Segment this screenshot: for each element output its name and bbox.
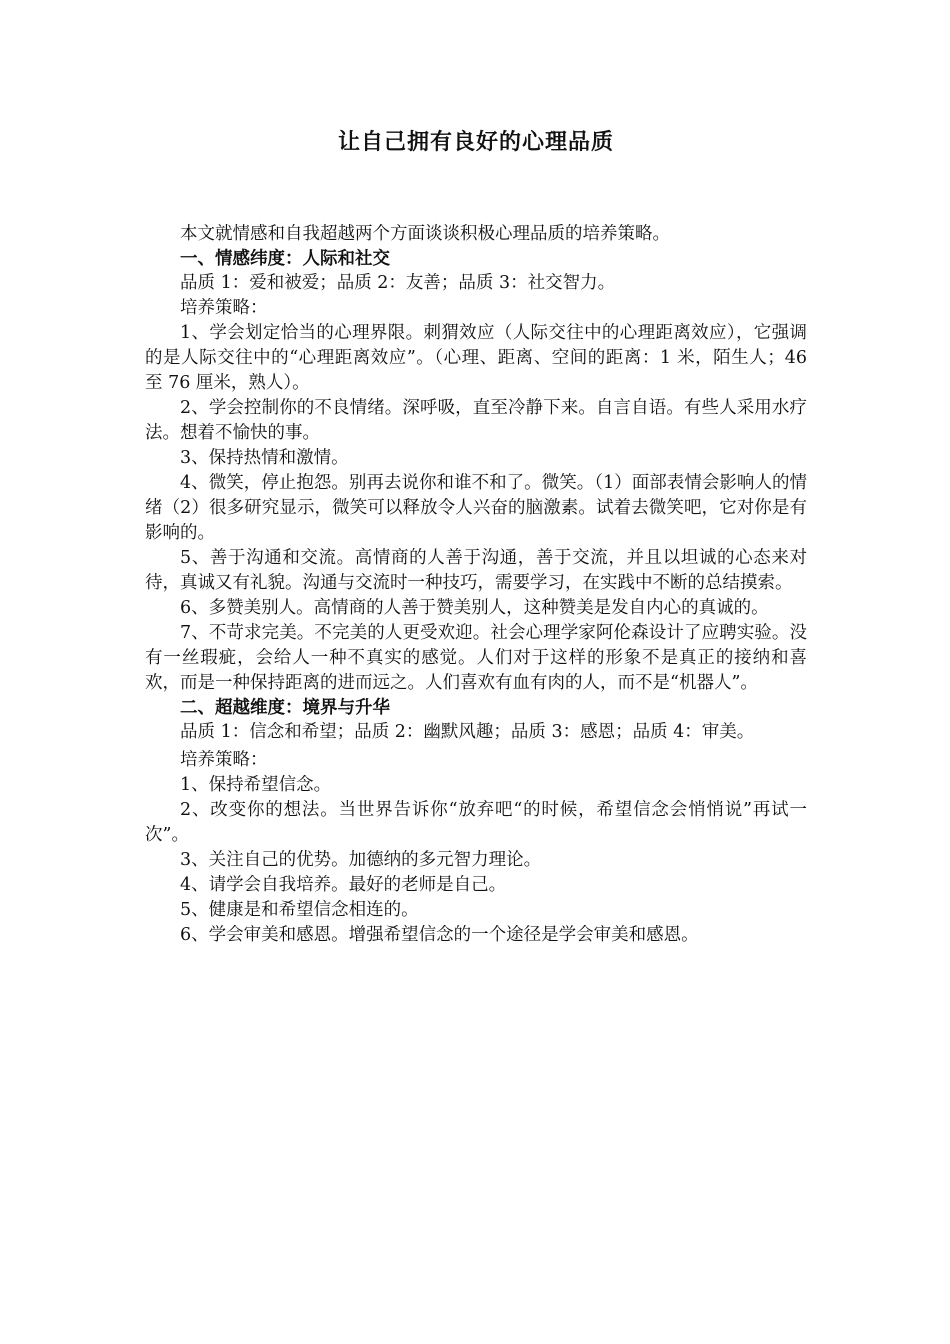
strategy-item: 4、微笑，停止抱怨。别再去说你和谁不和了。微笑。（1）面部表情会影响人的情绪（2）很多研究显示，微笑可以释放令人兴奋的脑激素。试着去微笑吧，它对你是有影响的。 [145, 473, 807, 543]
strategy-item: 1、学会划定恰当的心理界限。刺猬效应（人际交往中的心理距离效应），它强调的是人际交往中的“心理距离效应”。（心理、距离、空间的距离：1 米，陌生人；46 至 76 厘米，熟人）。 [145, 323, 807, 393]
intro-paragraph: 本文就情感和自我超越两个方面谈谈积极心理品质的培养策略。 [180, 224, 670, 244]
strategy-item: 5、健康是和希望信念相连的。 [180, 900, 419, 920]
strategy-item: 6、学会审美和感恩。增强希望信念的一个途径是学会审美和感恩。 [180, 925, 699, 945]
strategy-item: 7、不苛求完美。不完美的人更受欢迎。社会心理学家阿伦森设计了应聘实验。没有一丝瑕疵，会给人一种不真实的感觉。人们对于这样的形象不是真正的接纳和喜欢，而是一种保持距离的进而远之。人们喜欢有血有肉的人，而不是“机器人”。 [145, 623, 807, 693]
strategy-item: 2、改变你的想法。当世界告诉你“放弃吧“的时候，希望信念会悄悄说”再试一次”。 [145, 800, 807, 845]
qualities-line: 品质 1：爱和被爱；品质 2：友善；品质 3：社交智力。 [180, 273, 616, 293]
strategy-item: 3、保持热情和激情。 [180, 448, 349, 468]
strategy-item: 6、多赞美别人。高情商的人善于赞美别人，这种赞美是发自内心的真诚的。 [180, 598, 769, 618]
strategy-item: 2、学会控制你的不良情绪。深呼吸，直至冷静下来。自言自语。有些人采用水疗法。想着不愉快的事。 [145, 398, 807, 443]
strategy-item: 1、保持希望信念。 [180, 775, 332, 795]
section-heading-transcendence: 二、超越维度：境界与升华 [180, 698, 390, 718]
qualities-line: 品质 1：信念和希望；品质 2：幽默风趣；品质 3：感恩；品质 4：审美。 [180, 722, 755, 742]
strategy-item: 3、关注自己的优势。加德纳的多元智力理论。 [180, 850, 542, 870]
strategy-item: 5、善于沟通和交流。高情商的人善于沟通，善于交流，并且以坦诚的心态来对待，真诚又有礼貌。沟通与交流时一种技巧，需要学习，在实践中不断的总结摸索。 [145, 548, 807, 593]
strategy-label: 培养策略： [180, 750, 268, 770]
section-heading-emotion: 一、情感纬度：人际和社交 [180, 249, 390, 269]
document-title: 让自己拥有良好的心理品质 [337, 130, 614, 155]
strategy-item: 4、请学会自我培养。最好的老师是自己。 [180, 875, 507, 895]
strategy-label: 培养策略： [180, 298, 268, 318]
document-page [145, 128, 807, 948]
